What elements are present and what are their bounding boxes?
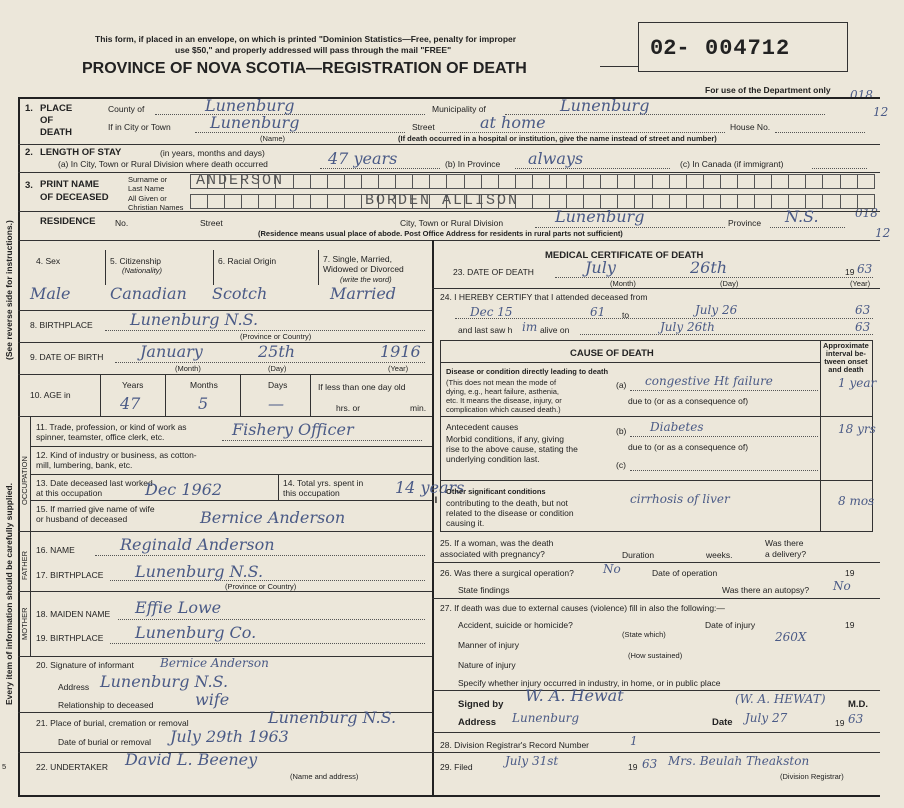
street-value: at home xyxy=(480,113,546,132)
form-title: PROVINCE OF NOVA SCOTIA—REGISTRATION OF DEATH xyxy=(82,60,527,77)
residence-label: RESIDENCE xyxy=(40,216,96,227)
attended-to-year: 63 xyxy=(855,303,871,317)
stay-province-value: always xyxy=(528,149,584,168)
municipality-value: Lunenburg xyxy=(560,96,650,115)
mail-notice-1: This form, if placed in an envelope, on which is printed "Dominion Statistics—Free, penalty for improper xyxy=(95,34,517,44)
marital-value: Married xyxy=(330,284,397,303)
age-months-value: 5 xyxy=(198,394,209,413)
page-mark: 5 xyxy=(2,762,7,771)
citizenship-value: Canadian xyxy=(110,284,187,303)
father-side-label: FATHER xyxy=(20,550,29,580)
filed-year-value: 63 xyxy=(642,757,658,771)
surname-value: ANDERSON xyxy=(196,172,285,189)
length-of-stay-label: LENGTH OF STAY xyxy=(40,147,122,158)
surname-boxes xyxy=(190,174,875,189)
last-worked-value: Dec 1962 xyxy=(145,480,223,499)
registrar-signature: Mrs. Beulah Theakston xyxy=(668,754,810,768)
physician-address-value: Lunenburg xyxy=(512,711,580,725)
years-in-occupation-value: 14 years xyxy=(395,478,465,497)
certificate-year: 63 xyxy=(848,712,864,726)
death-day-value: 26th xyxy=(690,258,728,277)
last-saw-date-value: July 26th xyxy=(660,320,715,334)
attended-from-year: 61 xyxy=(590,305,606,319)
sex-value: Male xyxy=(30,284,71,303)
residence-city-value: Lunenburg xyxy=(555,207,645,226)
other-condition-interval: 8 mos xyxy=(838,494,875,508)
given-name-value: BORDEN ALLISON xyxy=(365,192,520,209)
information-side-note: Every item of information should be carefully supplied. xyxy=(4,483,14,705)
occupation-side-label: OCCUPATION xyxy=(20,456,29,505)
burial-place-value: Lunenburg N.S. xyxy=(268,708,397,727)
burial-date-value: July 29th 1963 xyxy=(170,727,289,746)
spouse-value: Bernice Anderson xyxy=(200,508,346,527)
cause-a-interval: 1 year xyxy=(838,376,877,390)
medical-certificate-title: MEDICAL CERTIFICATE OF DEATH xyxy=(545,250,704,261)
given-name-boxes xyxy=(190,194,875,209)
margin-code-4: 12 xyxy=(875,226,891,240)
informant-address-value: Lunenburg N.S. xyxy=(100,672,229,691)
certificate-date-value: July 27 xyxy=(745,711,788,725)
margin-code-3: 018 xyxy=(855,206,878,220)
death-registration-form: This form, if placed in an envelope, on which is printed "Dominion Statistics—Free, penalty for improper use $50," and properly addressed will pass through the mail "FREE" PROVINCE OF NOVA SCOTIA—REGISTRATION OF DEATH 02- 004712 For use of the Department only 018 12 018 12 (See reverse side for instructions.) Every item of information should be carefully supplied. 1. PLACE OF DEATH County of Lunenburg Municipality of Lunenburg If in City or Town Lunenburg (Name) Street at home House No. (If death occurred in a hospital or institution, give the name instead of street and number) 2. LENGTH OF STAY (in years, months and days) (a) In City, Town or Rural Division where death occurred 47 years (b) In Province always (c) In Canada (if immigrant) 3. PRINT NAME OF DECEASED Surname or Last Name All Given or Christian Names ANDERSON BORDEN ALLISON RESIDENCE No. Street City, Town or Rural Division Lunenburg Province N.S. (Residence means usual place of abode. Post Office Address for residents in rural parts not sufficient) 4. Sex 5. Citizenship (Nationality) 6. Racial Origin 7. Single, Married, Widowed or Divorced (write the word) Male Canadian Scotch Married 8. BIRTHPLACE Lunenburg N.S. (Province or Country) 9. DATE OF BIRTH January 25th 1916 (Month) (Day) (Year) 10. AGE in Years Months Days 47 5 — If less than one day old hrs. or min. OCCUPATION 11. Trade, profession, or kind of work as spinner, teamster, office clerk, etc. Fishery Officer 12. Kind of industry or business, as cotton- mill, lumbering, bank, etc. 13. Date deceased last worked at this occupation Dec 1962 14. Total yrs. spent in this occupation 14 years 15. If married give name of wife or husband of deceased Bernice Anderson FATHER 16. NAME Reginald Anderson 17. BIRTHPLACE Lunenburg N.S. (Province or Country) MOTHER 18. MAIDEN NAME Effie Lowe 19. BIRTHPLACE Lunenburg Co. 20. Signature of informant Bernice Anderson Address Lunenburg N.S. Relationship to deceased wife 21. Place of burial, cremation or removal Lunenburg N.S. Date of burial or removal July 29th 1963 22. UNDERTAKER David L. Beeney (Name and address) MEDICAL CERTIFICATE OF DEATH 23. DATE OF DEATH July 26th 19 63 (Month) (Day) (Year) 24. I HEREBY CERTIFY that I attended deceased from Dec 15 61 to July 26 63 and last saw h im alive on July 26th 63 CAUSE OF DEATH Approximate interval be- tween onset and death Disease or condition directly leading to death (This does not mean the mode of dying, e.g., heart failure, asthenia, etc. It means the disease, injury, or complication which caused death.) I (a) congestive Ht failure 1 year due to (or as a consequence of) Antecedent causes Morbid conditions, if any, giving rise to the above cause, stating the underlying condition last. (b) Diabetes 18 yrs due to (or as a consequence of) (c) II Other significant conditions contributing to the death, but not related to the disease or condition causing it. cirrhosis of liver 8 mos 25. If a woman, was the death associated with pregnancy? Duration weeks. Was there a delivery? 26. Was there a surgical operation? No Date of operation 19 State findings Was there an autopsy? No 27. If death was due to external causes (violence) fill in also the following:— Accident, suicide or homicide? (State which) Date of injury 19 Manner of injury 260X (How sustained) Nature of injury Specify whether injury occurred in industry, in home, or in public place Signed by W. A. Hewat (W. A. HEWAT) M.D. Address Lunenburg Date July 27 19 63 28. Division Registrar's Record Number 1 29. Filed July 31st 19 63 Mrs. Beulah Theakston (Division Registrar) 5 xyxy=(0,0,904,808)
cause-a-value: congestive Ht failure xyxy=(645,374,773,388)
mother-birthplace-value: Lunenburg Co. xyxy=(135,623,257,642)
other-condition-value: cirrhosis of liver xyxy=(630,492,730,506)
death-month-value: July xyxy=(585,258,616,277)
physician-printed-name: (W. A. HEWAT) xyxy=(735,692,826,706)
surgery-value: No xyxy=(603,562,621,576)
father-birthplace-value: Lunenburg N.S. xyxy=(135,562,264,581)
death-year-value: 63 xyxy=(857,262,873,276)
stay-city-value: 47 years xyxy=(328,149,398,168)
reg-prefix: 02- xyxy=(650,36,690,61)
cause-b-value: Diabetes xyxy=(650,420,704,434)
county-value: Lunenburg xyxy=(205,96,295,115)
attended-to-value: July 26 xyxy=(695,303,738,317)
age-days-value: — xyxy=(268,394,284,413)
reg-number: 004712 xyxy=(705,36,791,61)
undertaker-value: David L. Beeney xyxy=(125,750,258,769)
autopsy-value: No xyxy=(833,579,851,593)
occupation-value: Fishery Officer xyxy=(232,420,354,439)
informant-signature: Bernice Anderson xyxy=(160,656,269,670)
dob-month-value: January xyxy=(140,342,203,361)
last-saw-pronoun: im xyxy=(522,320,538,334)
birthplace-value: Lunenburg N.S. xyxy=(130,310,259,329)
mother-maiden-value: Effie Lowe xyxy=(135,598,222,617)
dob-year-value: 1916 xyxy=(380,342,421,361)
mother-side-label: MOTHER xyxy=(20,607,29,640)
residence-province-value: N.S. xyxy=(785,207,819,226)
cause-of-death-title: CAUSE OF DEATH xyxy=(570,348,654,359)
margin-code-1: 018 xyxy=(850,88,873,102)
record-number-value: 1 xyxy=(630,734,638,748)
last-saw-year: 63 xyxy=(855,320,871,334)
instructions-side-note: (See reverse side for instructions.) xyxy=(4,220,14,360)
mail-notice-2: use $50," and properly addressed will pass through the mail "FREE" xyxy=(175,45,452,55)
age-years-value: 47 xyxy=(120,394,141,413)
dob-day-value: 25th xyxy=(258,342,296,361)
attended-from-value: Dec 15 xyxy=(470,305,513,319)
print-name-label: PRINT NAME OF DECEASED xyxy=(40,179,109,203)
father-name-value: Reginald Anderson xyxy=(120,535,275,554)
relationship-value: wife xyxy=(195,690,230,709)
filed-date-value: July 31st xyxy=(505,754,559,768)
margin-code-2: 12 xyxy=(873,105,889,119)
city-value: Lunenburg xyxy=(210,113,300,132)
manner-code: 260X xyxy=(775,630,807,644)
physician-signature: W. A. Hewat xyxy=(525,686,624,705)
place-of-death-label: PLACE OF DEATH xyxy=(40,103,73,138)
dept-use-label: For use of the Department only xyxy=(705,85,831,95)
racial-origin-value: Scotch xyxy=(212,284,268,303)
cause-b-interval: 18 yrs xyxy=(838,422,876,436)
